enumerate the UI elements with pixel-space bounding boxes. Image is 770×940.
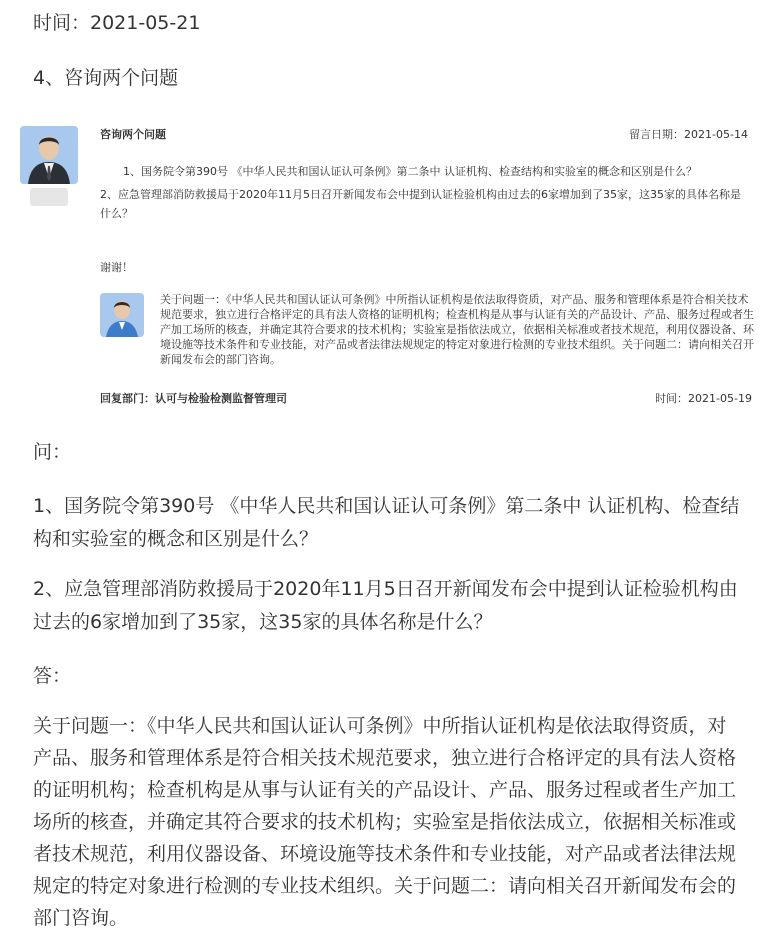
question-label: 问： xyxy=(33,441,72,463)
reply-time: 时间：2021-05-19 xyxy=(655,392,752,405)
replier-avatar-icon xyxy=(100,293,144,337)
embedded-message-screenshot xyxy=(0,118,770,418)
message-date: 留言日期：2021-05-14 xyxy=(629,128,748,141)
message-thanks: 谢谢！ xyxy=(100,261,133,274)
blurred-username xyxy=(30,188,68,206)
publish-time: 时间：2021-05-21 xyxy=(33,12,201,34)
reply-body: 关于问题一：《中华人民共和国认证认可条例》中所指认证机构是依法取得资质，对产品、服务和管理体系是符合相关技术规范要求，独立进行合格评定的具有法人资格的证明机构；检查机构是从事与认证有关的产品设计、产品、服务过程或者生产加工场所的核查，并确定其符合要求的技术机构；实验室是指依法成立，依据相关标准或者技术规范，利用仪器设备、环境设施等技术条件和专业技能，对产品或者法律法规规定的特定对象进行检测的专业技术组织。关于问题二：请向相关召开新闻发布会的部门咨询。 xyxy=(160,293,754,366)
section-heading: 4、咨询两个问题 xyxy=(33,67,179,89)
asker-avatar-icon xyxy=(20,126,78,184)
message-question-2: 2、应急管理部消防救援局于2020年11月5日召开新闻发布会中提到认证检验机构由过去的6家增加到了35家，这35家的具体名称是什么？ xyxy=(100,188,741,220)
message-question-1: 1、国务院令第390号 《中华人民共和国认证认可条例》第二条中 认证机构、检查结构和实验室的概念和区别是什么？ xyxy=(123,165,697,178)
answer-label: 答： xyxy=(33,665,72,687)
reply-department: 回复部门：认可与检验检测监督管理司 xyxy=(100,392,287,405)
message-title: 咨询两个问题 xyxy=(100,128,166,141)
answer-text: 关于问题一：《中华人民共和国认证认可条例》中所指认证机构是依法取得资质，对产品、服务和管理体系是符合相关技术规范要求，独立进行合格评定的具有法人资格的证明机构；检查机构是从事与认证有关的产品设计、产品、服务过程或者生产加工场所的核查，并确定其符合要求的技术机构；实验室是指依法成立，依据相关标准或者技术规范，利用仪器设备、环境设施等技术条件和专业技能，对产品或者法律法规规定的特定对象进行检测的专业技术组织。关于问题二：请向相关召开新闻发布会的部门咨询。 xyxy=(33,715,737,929)
question-2-text: 2、应急管理部消防救援局于2020年11月5日召开新闻发布会中提到认证检验机构由过去的6家增加到了35家，这35家的具体名称是什么？ xyxy=(33,578,738,633)
question-1-text: 1、国务院令第390号 《中华人民共和国认证认可条例》第二条中 认证机构、检查结构和实验室的概念和区别是什么？ xyxy=(33,495,740,550)
